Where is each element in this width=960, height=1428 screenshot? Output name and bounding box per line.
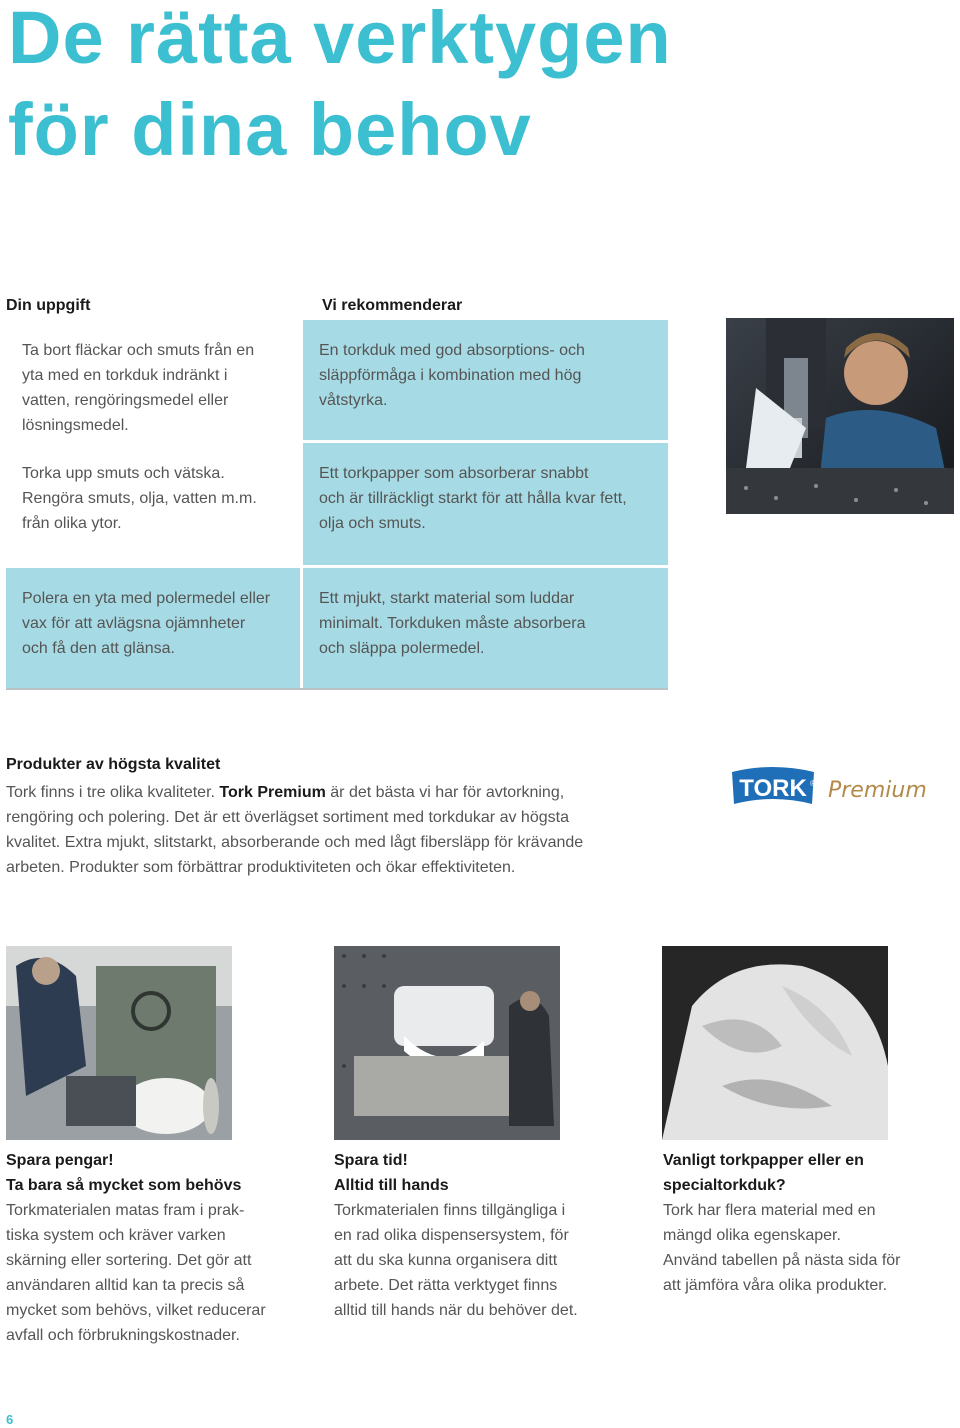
recommend-cell-3: Ett mjukt, starkt material som luddar minimalt. Torkduken måste absorbera och släppa polermedel. bbox=[303, 568, 668, 688]
tork-logo bbox=[730, 764, 816, 815]
column-save-time: Spara tid! Alltid till hands Torkmaterialen finns tillgängliga i en rad olika dispensersystem, för att du ska kunna organisera ditt arbete. Det rätta verktyget finns alltid till hands när du behöver det. bbox=[334, 1152, 578, 1319]
column-save-money: Spara pengar! Ta bara så mycket som behövs Torkmaterialen matas fram i prak- tiska system och kräver varken skärning eller sortering. Det gör att användaren alltid kan ta precis så mycket som behövs, vilket reducerar avfall och förbrukningskostnader. bbox=[6, 1152, 266, 1344]
page-title bbox=[8, 0, 672, 176]
task-cell-1: Ta bort fläckar och smuts från en yta med en torkduk indränkt i vatten, rengöringsmedel eller lösningsmedel. bbox=[22, 342, 255, 434]
photo-printing-machine bbox=[6, 946, 232, 1140]
tork-premium-label: Tork Premium bbox=[219, 784, 326, 801]
svg-text:®: ® bbox=[810, 779, 816, 788]
header-recommend: Vi rekommenderar bbox=[322, 297, 463, 314]
products-body: Tork finns i tre olika kvaliteter. Tork Premium är det bästa vi har för avtorkning, rengöring och polering. Det är ett överlägset sortiment med torkdukar av högsta kvalitet. Extra mjukt, slitstarkt, absorberande och med lågt fibersläpp för krävande arbeten. Produkter som förbättrar produktiviteten och ökar effektiviteten. bbox=[6, 784, 584, 876]
title-line-1: De rätta verktygen bbox=[8, 0, 672, 79]
recommend-cell-2: Ett torkpapper som absorberar snabbt och är tillräckligt starkt för att hålla kvar fett, olja och smuts. bbox=[303, 443, 668, 565]
table-bottom-rule bbox=[6, 688, 668, 690]
photo-crumpled-wiper bbox=[662, 946, 888, 1140]
header-task: Din uppgift bbox=[6, 297, 91, 314]
page-number: 6 bbox=[6, 1412, 14, 1427]
recommend-cell-1: En torkduk med god absorptions- och släppförmåga i kombination med hög våtstyrka. bbox=[303, 320, 668, 440]
premium-label: Premium bbox=[828, 778, 927, 803]
task-cell-2: Torka upp smuts och vätska. Rengöra smuts, olja, vatten m.m. från olika ytor. bbox=[22, 465, 257, 532]
title-line-2: för dina behov bbox=[8, 88, 532, 171]
products-title: Produkter av högsta kvalitet bbox=[6, 756, 221, 773]
svg-text:TORK: TORK bbox=[739, 775, 807, 802]
task-cell-3: Polera en yta med polermedel eller vax för att avlägsna ojämnheter och få den att glänsa. bbox=[6, 568, 300, 688]
photo-machinist bbox=[726, 318, 954, 514]
recommendation-table bbox=[6, 320, 668, 690]
column-special-wiper: Vanligt torkpapper eller en specialtorkduk? Tork har flera material med en mängd olika egenskaper. Använd tabellen på nästa sida för att jämföra våra olika produkter. bbox=[663, 1152, 901, 1294]
photo-dispenser-wall bbox=[334, 946, 560, 1140]
